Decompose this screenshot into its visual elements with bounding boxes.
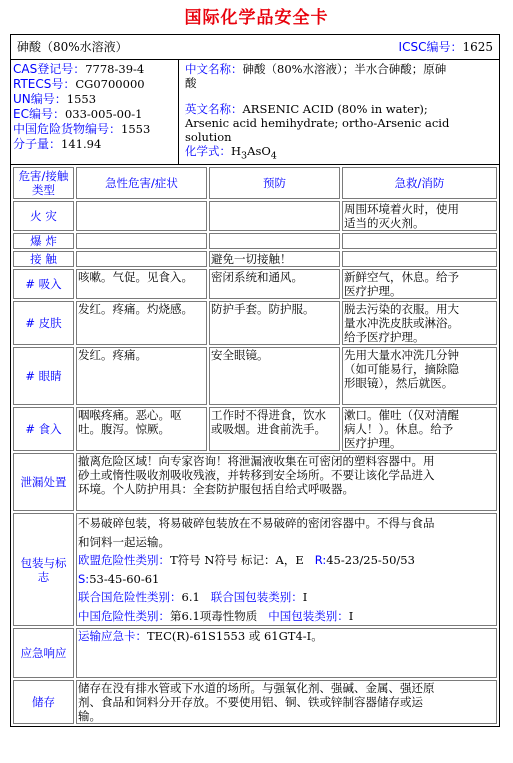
r-phrase-label: R: — [314, 553, 327, 567]
un-value: 1553 — [66, 92, 97, 106]
spill-label: 泄漏处置 — [13, 453, 74, 511]
ec-label: EC编号： — [13, 107, 65, 121]
chinese-name-line-1 — [185, 62, 499, 76]
col-prevention: 预防 — [209, 167, 340, 199]
eyes-aid-line-2: （如可能易行，摘除隐 — [344, 362, 459, 376]
hazard-table — [11, 165, 499, 726]
un-class-line — [78, 588, 495, 607]
eyes-label: # 眼睛 — [13, 347, 74, 405]
eu-hazard-value: T符号 N符号 标记：A，E — [170, 553, 304, 567]
ingestion-aid-line-1: 漱口。催吐（仅对清醒 — [344, 408, 459, 422]
row-spill — [13, 453, 497, 511]
inhalation-prevention: 密闭系统和通风。 — [209, 269, 340, 299]
formula-aso: AsO — [247, 144, 271, 158]
contact-aid — [342, 251, 497, 267]
cn-pack-value: I — [348, 608, 354, 623]
row-contact — [13, 251, 497, 267]
chemical-name: 砷酸（80%水溶液） — [17, 40, 128, 54]
row-ingestion — [13, 407, 497, 451]
identifier-block — [11, 60, 499, 165]
identifier-numbers — [11, 60, 179, 164]
col-type — [13, 167, 74, 199]
storage-line-2: 剂、食品和饲料分开存放。不要使用铝、铜、铁或锌制容器储存或运 — [78, 695, 423, 709]
cn-class-line — [78, 607, 495, 626]
emergency-text — [76, 628, 497, 678]
ingestion-symptom-line-1: 咽喉疼痛。恶心。呕 — [78, 408, 182, 422]
contact-symptom — [76, 251, 207, 267]
fire-prevention — [209, 201, 340, 231]
fire-aid — [342, 201, 497, 231]
icsc-number — [399, 40, 493, 54]
un-pack-label: 联合国包装类别： — [210, 590, 303, 604]
packaging-label: 包装与标志 — [13, 513, 74, 626]
ec-number — [13, 107, 178, 122]
chinese-name-label: 中文名称： — [185, 62, 243, 76]
spill-line-3: 环境。个人防护用具：全套防护服包括自给式呼吸器。 — [78, 482, 354, 496]
ingestion-label: # 食入 — [13, 407, 74, 451]
cas-label: CAS登记号： — [13, 62, 86, 76]
packaging-text — [76, 513, 497, 626]
chinese-name-line-2: 酸 — [185, 76, 197, 90]
ingestion-aid — [342, 407, 497, 451]
un-pack-value: I — [302, 590, 308, 604]
explosion-aid — [342, 233, 497, 249]
packaging-line-1: 不易破碎包装，将易破碎包装放在不易破碎的密闭容器中。不得与食品 — [78, 516, 435, 530]
cn-hazard-label: 中国危险性类别： — [78, 608, 170, 623]
row-storage — [13, 680, 497, 724]
english-name-line-2: Arsenic acid hemihydrate; ortho-Arsenic acid — [185, 116, 450, 130]
contact-prevention: 避免一切接触！ — [209, 251, 340, 267]
contact-label: 接 触 — [13, 251, 74, 267]
icsc-label: ICSC编号： — [398, 40, 463, 54]
skin-aid — [342, 301, 497, 345]
spill-line-1: 撤离危险区域！向专家咨询！将泄漏液收集在可密闭的塑料容器中。用 — [78, 454, 435, 468]
inhalation-aid — [342, 269, 497, 299]
storage-line-3: 输。 — [78, 709, 101, 723]
inhalation-symptom: 咳嗽。气促。见食入。 — [76, 269, 207, 299]
col-symptom: 急性危害/症状 — [76, 167, 207, 199]
english-name-label: 英文名称： — [185, 102, 243, 116]
english-name-value: ARSENIC ACID (80% in water); — [242, 102, 428, 116]
rtecs-value: CG0700000 — [75, 77, 145, 91]
spill-text — [76, 453, 497, 511]
table-header-row — [13, 167, 497, 199]
ingestion-prevention-line-1: 工作时不得进食，饮水 — [211, 408, 326, 422]
cn-goods-label: 中国危险货物编号： — [13, 122, 122, 136]
un-hazard-label: 联合国危险性类别： — [78, 590, 182, 604]
rtecs-label: RTECS号： — [13, 77, 76, 91]
eyes-prevention: 安全眼镜。 — [209, 347, 340, 405]
icsc-value: 1625 — [462, 40, 493, 54]
chemical-formula — [185, 144, 499, 163]
formula-o-sub: 4 — [270, 150, 277, 162]
skin-aid-line-2: 量水冲洗皮肤或淋浴。 — [344, 316, 459, 330]
eyes-aid-line-3: 形眼镜），然后就医。 — [344, 376, 454, 390]
safety-card — [10, 34, 500, 727]
col-type-line-2: 类型 — [32, 183, 55, 197]
eyes-aid-line-1: 先用大量水冲洗几分钟 — [344, 348, 459, 362]
emergency-card-value: TEC(R)-61S1553 或 61GT4-I。 — [147, 629, 323, 643]
row-emergency — [13, 628, 497, 678]
row-skin — [13, 301, 497, 345]
cn-goods-value: 1553 — [121, 122, 151, 136]
english-name-line-3: solution — [185, 130, 232, 144]
ingestion-symptom-line-2: 吐。腹泻。惊厥。 — [78, 422, 170, 436]
fire-symptom — [76, 201, 207, 231]
molecular-weight — [13, 137, 178, 152]
emergency-card-label: 运输应急卡： — [78, 629, 147, 643]
identifier-names — [179, 60, 499, 164]
ingestion-symptom — [76, 407, 207, 451]
storage-label: 储存 — [13, 680, 74, 724]
card-title: 国际化学品安全卡 — [184, 8, 329, 28]
explosion-symptom — [76, 233, 207, 249]
cas-number — [13, 62, 178, 77]
eyes-aid — [342, 347, 497, 405]
rtecs-number — [13, 77, 178, 92]
un-label: UN编号： — [13, 92, 67, 106]
row-packaging — [13, 513, 497, 626]
cn-pack-label: 中国包装类别： — [268, 608, 349, 623]
card-header — [11, 35, 499, 60]
ec-value: 033-005-00-1 — [64, 107, 143, 121]
fire-aid-line-1: 周围环境着火时，使用 — [344, 202, 459, 216]
storage-line-1: 储存在没有排水管或下水道的场所。与强氧化剂、强碱、金属、强还原 — [78, 681, 435, 695]
inhalation-label: # 吸入 — [13, 269, 74, 299]
un-number — [13, 92, 178, 107]
col-aid: 急救/消防 — [342, 167, 497, 199]
row-fire — [13, 201, 497, 231]
spill-line-2: 砂土或惰性吸收剂吸收残液，并转移到安全场所。不要让该化学品进入 — [78, 468, 435, 482]
skin-prevention: 防护手套。防护服。 — [209, 301, 340, 345]
packaging-line-2: 和饲料一起运输。 — [78, 534, 170, 549]
skin-aid-line-1: 脱去污染的衣服。用大 — [344, 302, 459, 316]
ingestion-aid-line-2: 病人！）。休息。给予 — [344, 422, 454, 436]
formula-h: H — [231, 144, 242, 158]
ingestion-prevention — [209, 407, 340, 451]
cn-goods-number — [13, 122, 178, 137]
s-phrase-value: 53-45-60-61 — [89, 571, 160, 586]
r-phrase-value: 45-23/25-50/53 — [326, 553, 415, 567]
english-name-line-1 — [185, 102, 499, 116]
cas-value: 7778-39-4 — [85, 62, 145, 76]
row-eyes — [13, 347, 497, 405]
eyes-symptom: 发红。疼痛。 — [76, 347, 207, 405]
eu-hazard-label: 欧盟危险性类别： — [78, 553, 170, 567]
ingestion-prevention-line-2: 或吸烟。进食前洗手。 — [211, 422, 326, 436]
skin-label: # 皮肤 — [13, 301, 74, 345]
s-phrase-label: S: — [78, 571, 90, 586]
inhalation-aid-line-1: 新鲜空气，休息。给予 — [344, 270, 459, 284]
fire-label: 火 灾 — [13, 201, 74, 231]
row-explosion — [13, 233, 497, 249]
formula-label: 化学式： — [185, 144, 231, 158]
ingestion-aid-line-3: 医疗护理。 — [344, 436, 402, 450]
row-inhalation — [13, 269, 497, 299]
mw-label: 分子量： — [13, 137, 62, 151]
chinese-name-value: 砷酸（80%水溶液）；半水合砷酸；原砷 — [242, 62, 447, 76]
eu-hazard-line — [78, 551, 495, 570]
emergency-label: 应急响应 — [13, 628, 74, 678]
inhalation-aid-line-2: 医疗护理。 — [344, 284, 402, 298]
mw-value: 141.94 — [61, 137, 102, 151]
un-hazard-value: 6.1 — [181, 590, 200, 604]
formula-h-sub: 3 — [241, 150, 248, 162]
s-phrase-line — [78, 570, 495, 589]
explosion-prevention — [209, 233, 340, 249]
storage-text — [76, 680, 497, 724]
explosion-label: 爆 炸 — [13, 233, 74, 249]
skin-aid-line-3: 给予医疗护理。 — [344, 330, 425, 344]
cn-hazard-value: 第6.1项毒性物质 — [170, 608, 258, 623]
col-type-line-1: 危害/接触 — [18, 169, 69, 183]
fire-aid-line-2: 适当的灭火剂。 — [344, 216, 425, 230]
skin-symptom: 发红。疼痛。灼烧感。 — [76, 301, 207, 345]
